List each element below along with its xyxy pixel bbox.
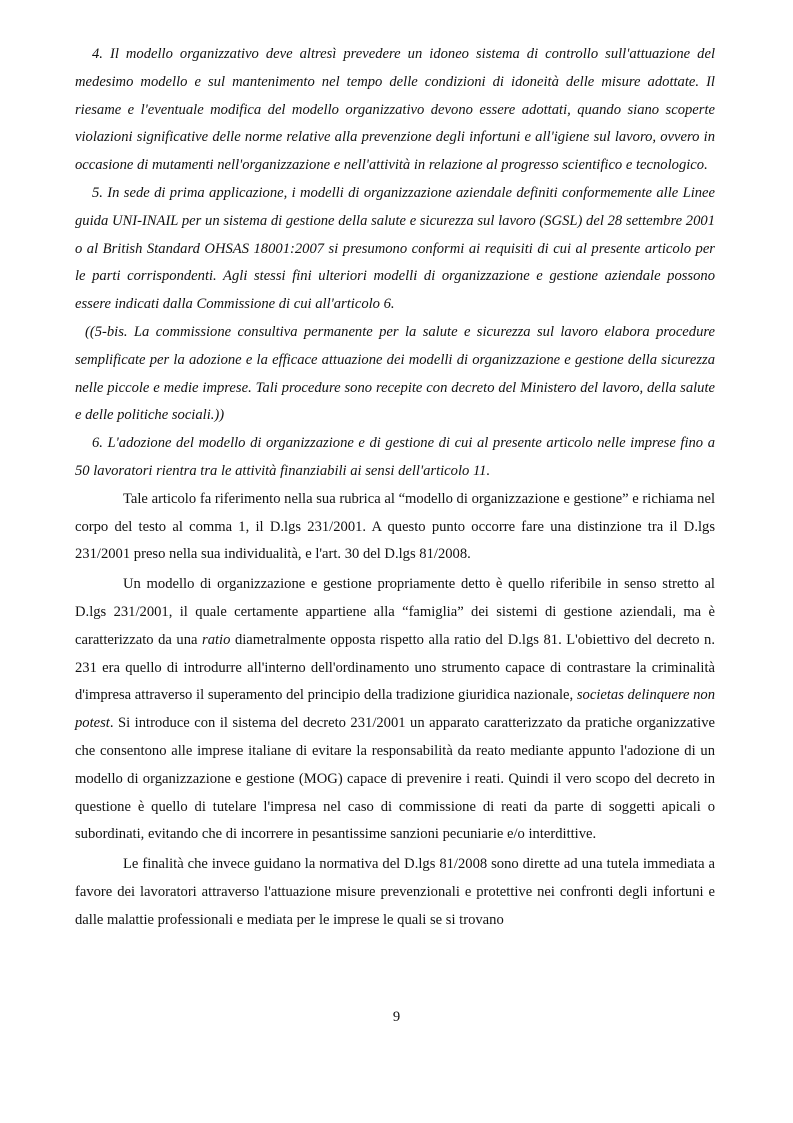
body-paragraph-2 <box>75 571 715 849</box>
body-paragraph-2-part-a: Un modello di organizzazione e gestione propriamente detto è quello riferibile in senso stretto al D.lgs 231/2001, il quale certamente appartiene alla “famiglia” dei sistemi di gestione aziendali, ma è caratterizzato da una <box>75 576 715 648</box>
article-paragraph-5: 5. In sede di prima applicazione, i modelli di organizzazione aziendale definiti conformemente alle Linee guida UNI-INAIL per un sistema di gestione della salute e sicurezza sul lavoro (SGSL) del 28 settembre 2001 o al British Standard OHSAS 18001:2007 si presumono conformi ai requisiti di cui al presente articolo per le parti corrispondenti. Agli stessi fini ulteriori modelli di organizzazione e gestione aziendale possono essere indicati dalla Commissione di cui all'articolo 6. <box>75 184 715 313</box>
document-page <box>75 41 715 935</box>
article-paragraph-4: 4. Il modello organizzativo deve altresì prevedere un idoneo sistema di controllo sull'attuazione del medesimo modello e sul mantenimento nel tempo delle condizioni di idoneità delle misure adottate. Il riesame e l'eventuale modifica del modello organizzativo devono essere adottati, quando siano scoperte violazioni significative delle norme relative alla prevenzione degli infortuni e all'igiene sul lavoro, ovvero in occasione di mutamenti nell'organizzazione e nell'attività in relazione al progresso scientifico e tecnologico. <box>75 46 715 174</box>
article-paragraph-5-bis: ((5-bis. La commissione consultiva permanente per la salute e sicurezza sul lavoro elabora procedure semplificate per la adozione e la efficace attuazione dei modelli di organizzazione e gestione della sicurezza nelle piccole e medie imprese. Tali procedure sono recepite con decreto del Ministero del lavoro, della salute e delle politiche sociali.)) <box>75 323 715 424</box>
body-paragraph-1: Tale articolo fa riferimento nella sua rubrica al “modello di organizzazione e gestione” e richiama nel corpo del testo al comma 1, il D.lgs 231/2001. A questo punto occorre fare una distinzione tra il D.lgs 231/2001 preso nella sua individualità, e l'art. 30 del D.lgs 81/2008. <box>75 490 715 563</box>
body-paragraph-2-part-b: diametralmente opposta rispetto alla ratio del D.lgs 81. L'obiettivo del decreto n. 231 era quello di introdurre all'interno dell'ordinamento uno strumento capace di contrastare la criminalità d'impresa attraverso il superamento del principio della tradizione giuridica nazionale, <box>75 631 715 704</box>
ratio-term: ratio <box>202 631 231 648</box>
body-paragraph-3: Le finalità che invece guidano la normativa del D.lgs 81/2008 sono dirette ad una tutela immediata a favore dei lavoratori attraverso l'attuazione misure prevenzionali e protettive nei confronti degli infortuni e dalle malattie professionali e mediata per le imprese le quali se si trovano <box>75 856 715 928</box>
article-paragraph-6: 6. L'adozione del modello di organizzazione e di gestione di cui al presente articolo nelle imprese fino a 50 lavoratori rientra tra le attività finanziabili ai sensi dell'articolo 11. <box>75 435 715 479</box>
page-number: 9 <box>392 1009 401 1025</box>
body-paragraph-2-part-c: . Si introduce con il sistema del decreto 231/2001 un apparato caratterizzato da pratiche organizzative che consentono alle imprese italiane di evitare la responsabilità da reato mediante appunto l'adozione di un modello di organizzazione e gestione (MOG) capace di prevenire i reati. Quindi il vero scopo del decreto in questione è quello di tutelare l'impresa nel caso di commissione di reati da parte di soggetti apicali o subordinati, evitando che di incorrere in pesantissime sanzioni pecuniarie e/o interdittive. <box>75 715 715 843</box>
latin-maxim: societas delinquere non potest <box>75 687 716 732</box>
